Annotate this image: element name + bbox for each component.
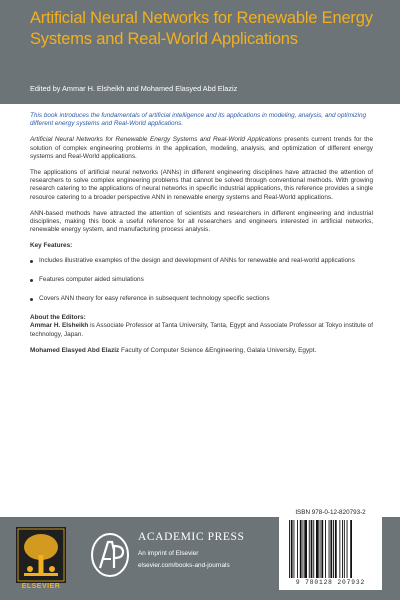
intro-paragraph: This book introduces the fundamentals of artificial intelligence and its applications in modeling, analysis, and optimizing different energy systems and Real-World applications. [30, 112, 367, 128]
barcode-number: 9 780128 207932 [295, 579, 366, 586]
paragraph-2-text: presents current trends for the solution of complex engineering problems in the application, modeling, analysis, and optimization of different energy systems and Real-World applications. [30, 136, 373, 160]
book-title: Artificial Neural Networks for Renewable Energy Systems and Real-World Applications [30, 9, 373, 48]
key-features-list [30, 257, 373, 304]
barcode-panel [279, 504, 382, 590]
editor-1-bio [30, 322, 373, 338]
publisher-name: ACADEMIC PRESS [138, 531, 245, 543]
paragraph-3: The applications of artificial neural networks (ANNs) in different engineering disciplines have attracted the attention of researchers to solve complex engineering problems that cannot be solved through conventional methods. With growing research catering to the applications of neural networks in specific industrial applications, this reference provides a single resource catering to a broader perspective ANN in renewable energy systems and Real-World applications. [30, 169, 373, 201]
isbn-label: ISBN 978-0-12-820793-2 [295, 509, 366, 516]
elsevier-wordmark: ELSEVIER [21, 583, 61, 590]
elsevier-tree-icon [16, 527, 66, 583]
publisher-url: elsevier.com/books-and-journals [138, 562, 230, 569]
feature-item: Features computer aided simulations [30, 276, 373, 284]
header-band [0, 0, 400, 104]
editor-1-name: Ammar H. Elsheikh [30, 322, 89, 330]
barcode-icon [287, 520, 375, 578]
editor-2-text: Faculty of Computer Science &Engineering, Galala University, Egypt. [119, 346, 317, 354]
key-features-heading: Key Features: [30, 242, 73, 250]
imprint-line: An imprint of Elsevier [138, 550, 199, 557]
editor-2-bio [30, 347, 373, 355]
academic-press-logo-icon [90, 532, 130, 578]
paragraph-2-title: Artificial Neural Networks for Renewable Energy Systems and Real-World Applications [30, 136, 282, 144]
description-body [30, 112, 373, 363]
editors-line: Edited by Ammar H. Elsheikh and Mohamed Elasyed Abd Elaziz [30, 84, 238, 93]
editor-2-name: Mohamed Elasyed Abd Elaziz [30, 346, 120, 354]
about-editors-heading: About the Editors: [30, 314, 86, 322]
feature-item: Includes illustrative examples of the design and development of ANNs for renewable and real-world applications [30, 257, 373, 265]
feature-item: Covers ANN theory for easy reference in subsequent technology specific sections [30, 295, 373, 303]
paragraph-4: ANN-based methods have attracted the attention of scientists and researchers in different engineering and industrial disciplines, making this book a useful reference for all researchers and engineers interested in artificial networks, renewable energy system, and manufacturing process analysis. [30, 209, 373, 234]
editor-1-text: is Associate Professor at Tanta University, Tanta, Egypt and Associate Professor at Tokyo institute of technology, Japan. [30, 322, 374, 338]
paragraph-2 [30, 136, 373, 161]
